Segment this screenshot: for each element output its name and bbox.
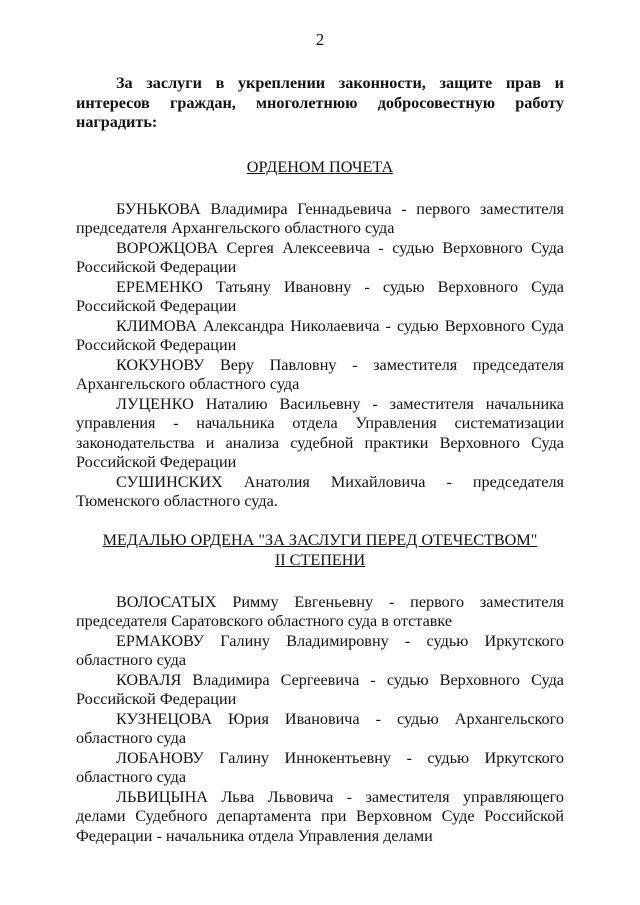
section-medal-of-merit: [76, 530, 564, 847]
heading-line: II СТЕПЕНИ: [274, 550, 366, 569]
award-entry: ЕРМАКОВУ Галину Владимировну - судью Иркутского областного суда: [76, 631, 564, 669]
section-heading: [76, 157, 564, 177]
award-entry: ЛЬВИЦЫНА Льва Львовича - заместителя управляющего делами Судебного департамента при Верховном Суде Российской Федерации - начальника отдела Управления делами: [76, 787, 564, 845]
award-entry: ВОРОЖЦОВА Сергея Алексеевича - судью Верховного Суда Российской Федерации: [76, 238, 564, 276]
section-order-of-honor: [76, 157, 564, 512]
heading-line: ОРДЕНОМ ПОЧЕТА: [246, 157, 394, 176]
document-body: [76, 74, 564, 846]
page-number: 2: [315, 30, 325, 49]
award-entry: КЛИМОВА Александра Николаевича - судью Верховного Суда Российской Федерации: [76, 316, 564, 354]
award-entry: БУНЬКОВА Владимира Геннадьевича - первого заместителя председателя Архангельского областного суда: [76, 199, 564, 237]
award-entry: КОКУНОВУ Веру Павловну - заместителя председателя Архангельского областного суда: [76, 355, 564, 393]
section-heading: [76, 530, 564, 570]
heading-line: МЕДАЛЬЮ ОРДЕНА "ЗА ЗАСЛУГИ ПЕРЕД ОТЕЧЕСТВОМ": [102, 530, 538, 549]
award-entry: ЛОБАНОВУ Галину Иннокентьевну - судью Иркутского областного суда: [76, 748, 564, 786]
award-entry: КУЗНЕЦОВА Юрия Ивановича - судью Архангельского областного суда: [76, 709, 564, 747]
intro-paragraph: За заслуги в укреплении законности, защите прав и интересов граждан, многолетнюю добросовестную работу наградить:: [76, 74, 564, 131]
award-entry: ЕРЕМЕНКО Татьяну Ивановну - судью Верховного Суда Российской Федерации: [76, 277, 564, 315]
award-entry: СУШИНСКИХ Анатолия Михайловича - председателя Тюменского областного суда.: [76, 472, 564, 510]
award-entry: КОВАЛЯ Владимира Сергеевича - судью Верховного Суда Российской Федерации: [76, 670, 564, 708]
award-entry: ВОЛОСАТЫХ Римму Евгеньевну - первого заместителя председателя Саратовского областного суда в отставке: [76, 592, 564, 630]
award-entry: ЛУЦЕНКО Наталию Васильевну - заместителя начальника управления - начальника отдела Управления систематизации законодательства и анализа судебной практики Верховного Суда Российской Федерации: [76, 394, 564, 471]
